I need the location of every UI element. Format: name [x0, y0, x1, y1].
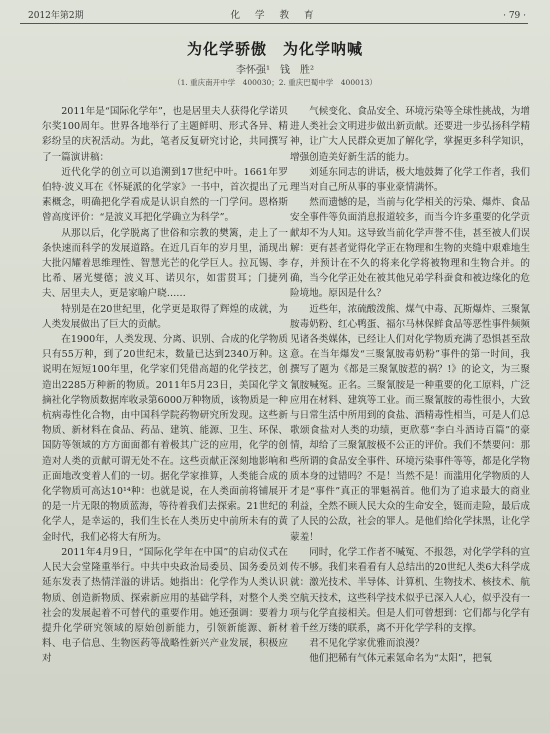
paragraph: 2011年4月9日，“国际化学年在中国”的启动仪式在人民大会堂隆重举行。中共中央政治局委员、国务委员刘延东发表了热情洋溢的讲话。她指出：化学作为人类认识物质、创造新物质、探索新应用的基础学科，对整个人类社会的发展起着不可替代的重要作用。她还强调：要着力提升化学研究领域的原始创新能力，引领新能源、新材料、电子信息、生物医药等战略性新兴产业发展，积极应对 [42, 546, 288, 665]
paragraph: 在1900年，人类发现、分离、识别、合成的化学物质只有55万种，到了20世纪末，数量已达到2340万种。这说明在短短100年里，化学家们凭借高超的化学技艺，创造出2285万种新的物质。2011年5月23日，美国化学文摘社化学物质数据库收录第6000万种物质，该物质是一种杭病毒性化合物，由中国科学院药物研究所发现。这些新物质、新材料在食品、药品、建筑、能源、卫生、环保、国防等领域的方方面面都有着极其广泛的应用，化学的创造对人类的贡献可谓无处不在。这些贡献正深刻地影响和正面地改变着人们的一切。据化学家推算，人类能合成的化学物质可高达10¹⁴种：也就是说，在人类面前将铺展开的是一片无限的物质蓝海，等待着我们去探索。21世纪的化学人，是幸运的，我们生长在人类历史中前所未有的黄金时代，我们必将大有所为。 [42, 334, 288, 543]
issue-label: 2012年第2期 [28, 11, 84, 21]
paragraph: 2011年是“国际化学年”，也是居里夫人获得化学诺贝尔奖100周年。世界各地举行了主题鲜明、形式各异、精彩纷呈的庆祝活动。为此，笔者反复研究讨论，共同撰写了一篇演讲稿： [42, 106, 288, 163]
paragraph: 近些年，浓硫酸泼熊、煤气中毒、瓦斯爆炸、三聚氰胺毒奶粉、红心鸭蛋、福尔马林保鲜食品等恶性事件频频见诸各类媒体，已经让人们对化学物质充满了恐惧甚至敌意。在当年爆发“三聚氰胺毒奶粉”事件的第一时间，我撰写了题为《都是三聚氰胺惹的祸？!》的论文，为三聚氰胺喊冤。正名。三聚氰胺是一种重要的化工原料，广泛应用在材料、建筑等工业。而三聚氰胺的毒性很小，大致与日常生活中所用到的食盐、酒精毒性相当，可是人们总歌颂食盐对人类的功绩，更欣慕“李白斗酒诗百篇”的豪情，却给了三聚氰胺极不公正的评价。我们不禁要问：那些所谓的食品安全事件、环境污染事件等等，都是化学物质本身的过错吗？不是！当然不是！而滥用化学物质的人才是“事件”真正的罪魁祸首。他们为了追求最大的商业利益，全然不顾人民大众的生命安全，铤而走险，最后成了人民的公敌，社会的罪人。是他们给化学抹黑，让化学蒙羞！ [290, 303, 530, 543]
paragraph: 刘延东同志的讲话，极大地鼓舞了化学工作者，我们理当对自己所从事的事业豪情满怀。 [290, 166, 530, 194]
article-authors: 李怀强¹ 钱 胜² [235, 65, 315, 76]
paragraph: 他们把稀有气体元素氪命名为“太阳”，把氧 [309, 653, 492, 665]
right-column [290, 104, 530, 667]
page-number: · 79 · [503, 11, 526, 21]
author-affiliations: （1. 重庆南开中学 400030；2. 重庆巴蜀中学 400013） [173, 78, 377, 87]
paragraph: 气候变化、食品安全、环境污染等全球性挑战，为增进人类社会文明进步做出新贡献。还要进一步弘扬科学精神，让广大人民群众更加了解化学，掌握更多科学知识，增强创造美好新生活的能力。 [290, 106, 530, 163]
left-column [42, 104, 288, 667]
journal-name: 化 学 教 育 [230, 10, 320, 21]
paragraph: 然而遗憾的是，当前与化学相关的污染、爆炸、食品安全事件等负面消息报道较多，而当今许多重要的化学贡献却不为人知。这导致当前化学声誉不佳，甚至被人们误解：更有甚者觉得化学正在物理和生物的夹缝中艰难地生存，并预计在不久的将来化学将被物理和生物合并。的确，当今化学正处在被其他兄弟学科蚕食和被边缘化的危险境地。原因是什么？ [290, 197, 530, 300]
running-header [14, 6, 536, 22]
paragraph: 从那以后，化学脱离了世俗和宗教的樊篱，走上了一条快速而科学的发展道路。在近几百年的岁月里，涌现出大批闪耀着思维理性、智慧光芒的化学巨人。拉瓦锡、李比希、屠光燮德；波义耳、诺贝尔，如雷贯耳；门捷列夫、居里夫人，更是家喻户晓…… [42, 227, 288, 300]
header-divider [20, 23, 528, 24]
paragraph: 近代化学的创立可以追溯到17世纪中叶。1661年罗伯特·波义耳在《怀疑派的化学家》一书中，首次提出了元素概念，明确把化学看成是认识自然的一门学问。恩格斯曾高度评价：“是波义耳把化学确立为科学”。 [42, 166, 288, 224]
paragraph: 特别是在20世纪里，化学更是取得了辉煌的成就，为人类发展做出了巨大的贡献。 [42, 303, 288, 330]
paragraph: 君不见化学家优雅而浪漫？ [309, 638, 425, 650]
paragraph: 同时，化学工作者不喊冤、不报怨，对化学学科的宣传不够。我们来看看有人总结出的20世纪人类6大科学成就：激光技术、半导体、计算机、生物技术、核技术、航空航天技术，这些科学技术似乎已深入人心，似乎没有一项与化学直接相关。但是人们可曾想到：它们都与化学有着千丝万缕的联系，离不开化学学科的支撑。 [290, 546, 530, 634]
article-title: 为化学骄傲 为化学呐喊 [186, 40, 363, 58]
